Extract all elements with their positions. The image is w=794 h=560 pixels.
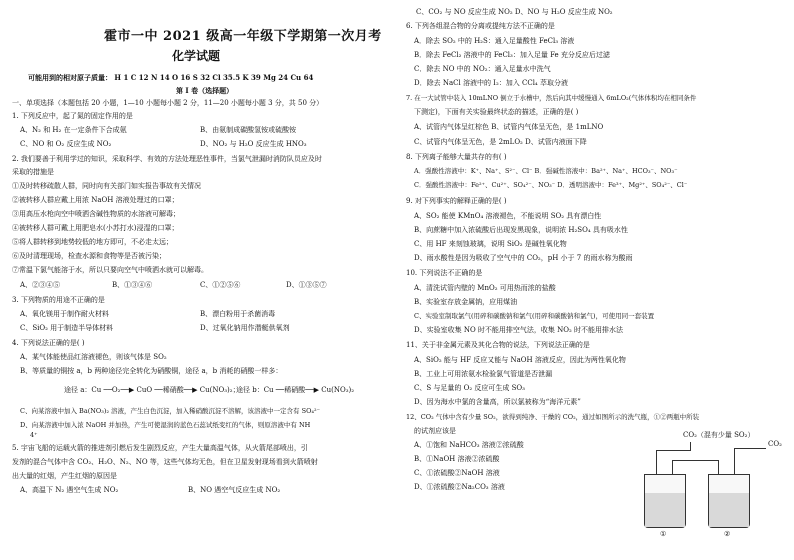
bottle-2-label: ②: [724, 530, 731, 538]
q7-option-cd: C、试管内气体呈无色，是 2mLO₂ D、试管内液面下降: [414, 138, 587, 146]
q4-option-c: C、向某溶液中加入 Ba(NO₃)₂ 溶液，产生白色沉淀，加入稀硝酸沉淀不溶解，该溶液中一定含有 SO₄²⁻: [20, 407, 321, 415]
q10-option-a: A、清洗试管内壁的 MnO₂ 可用热而浓的盐酸: [414, 284, 556, 292]
question-6: 6. 下列各组混合物的分离或提纯方法不正确的是: [406, 22, 555, 30]
q4-option-a: A、某气体能使品红溶液褪色，则该气体是 SO₂: [20, 353, 167, 361]
q10-option-b: B、实验室存放金属钠，应用煤油: [414, 298, 518, 306]
q2-item-4: ④被转移人群可戴上用肥皂水(小苏打水)浸湿的口罩；: [12, 224, 179, 232]
q2-item-5: ⑤将人群转移到地势较低的地方即可，不必走太远；: [12, 238, 173, 246]
q10-option-c: C、实验室制取氯气(用碎和碳酸钠和氯气(用碎和碳酸钠和氯气)，可使用同一套装置: [414, 312, 655, 320]
q11-option-d: D、因为海水中氯的含量高，所以氯被称为“海洋元素”: [414, 398, 581, 406]
q6-option-c: C．除去 NO 中的 NO₂：通入足量水中洗气: [414, 65, 551, 73]
question-8: 8. 下列离子能够大量共存的有( ): [406, 153, 507, 161]
q3-option-d: D、过氧化钠用作潜艇供氧剂: [200, 324, 290, 332]
q12-option-b: B、①NaOH 溶液②浓硫酸: [414, 455, 500, 463]
figure-input-label: CO₂（混有少量 SO₂）: [683, 431, 755, 439]
route-a: 途径 a：Cu ──O₂──▶ CuO ──稀硝酸──▶ Cu(NO₃)₂；: [64, 386, 240, 394]
question-11: 11、关于非金属元素及其化合物的说法，下列说法正确的是: [406, 341, 590, 349]
q2-item-1: ①及时转移疏散人群，同时向有关部门如实报告事故有关情况: [12, 182, 201, 190]
q2-option-a: A、②③④⑤: [20, 281, 61, 289]
q9-option-b: B、向蔗糖中加入浓硫酸后出现发黑现象，说明浓 H₂SO₄ 具有吸水性: [414, 226, 628, 234]
q6-option-b: B．除去 FeCl₂ 溶液中的 FeCl₃：加入足量 Fe 充分反应后过滤: [414, 51, 610, 59]
wash-bottle-figure: [628, 430, 788, 545]
q3-option-a: A、氧化镁用于制作耐火材料: [20, 310, 110, 318]
q2-item-6: ⑥及时清理现场，检查水源和食物等是否被污染；: [12, 252, 166, 260]
q1-option-d: D、NO₂ 与 H₂O 反应生成 HNO₃: [200, 140, 307, 148]
question-10: 10. 下列说法不正确的是: [406, 269, 483, 277]
q1-option-a: A、N₂ 和 H₂ 在一定条件下合成氨: [20, 126, 127, 134]
route-b: 途径 b：Cu ──稀硝酸──▶ Cu(NO₃)₂: [236, 386, 355, 394]
q4-option-b: B、等质量的铜按 a，b 两种途径完全转化为硝酸铜，途径 a，b 消耗的硝酸一样多：: [20, 367, 283, 375]
question-5: 5. 宇宙飞船的运载火箭的推进剂引燃后发生剧烈反应，产生大量高温气体，从火箭尾部喷出，引: [12, 444, 308, 452]
wash-bottle-2: [708, 474, 750, 528]
q1-option-b: B、由氨制成碳酸氢铵或硫酸铵: [200, 126, 297, 134]
question-1: 1. 下列反应中，起了氮的固定作用的是: [12, 112, 133, 120]
wash-bottle-1: [644, 474, 686, 528]
exam-title: 霍市一中 2021 级高一年级下学期第一次月考: [104, 29, 382, 44]
question-4: 4. 下列说法正确的是( ): [12, 339, 85, 347]
q2-item-2: ②被转移人群应戴上用浓 NaOH 溶液处理过的口罩；: [12, 196, 179, 204]
question-9: 9. 对下列事实的解释正确的是( ): [406, 197, 507, 205]
q9-option-a: A、SO₂ 能使 KMnO₄ 溶液褪色，不能说明 SO₂ 具有漂白性: [414, 212, 602, 220]
q8-option-cd: C．强酸性溶液中：Fe²⁺、Cu²⁺、SO₄²⁻、NO₃⁻ D．透明溶液中：Fe³⁺、Mg²⁺、SO₄²⁻、Cl⁻: [414, 181, 688, 189]
q12-option-a: A、①饱和 NaHCO₃ 溶液②浓硫酸: [414, 441, 524, 449]
exam-subtitle: 化学试题: [172, 49, 221, 63]
q4-option-d: D、向某溶液中加入浓 NaOH 并加热，产生可使湿润的蓝色石蕊试纸变红的气体，则原溶液中有 NH: [20, 421, 311, 429]
atomic-masses: 可能用到的相对原子质量： H 1 C 12 N 14 O 16 S 32 Cl 35.5 K 39 Mg 24 Cu 64: [28, 73, 314, 82]
question-5-cont1: 发剂的混合气体中含 CO₂、H₂O、N₂、NO 等，这些气体均无色，但在卫星发射现场看到火箭喷射: [12, 458, 318, 466]
q7-option-ab: A、试管内气体呈红棕色 B、试管内气体呈无色，是 1mLNO: [414, 123, 604, 131]
q11-option-c: C、S 与足量的 O₂ 反应可生成 SO₃: [414, 384, 525, 392]
question-12: 12、CO₂ 气体中含有少量 SO₂，欲得到纯净、干燥的 CO₂，通过如图所示的洗气瓶，①②两瓶中所装: [406, 413, 700, 421]
q11-option-b: B、工业上可用浓氨水检验氯气管道是否泄漏: [414, 370, 553, 378]
q10-option-d: D、实验室收集 NO 时不能用排空气法，收集 NO₂ 时不能用排水法: [414, 326, 624, 334]
q1-option-c: C、NO 和 O₂ 反应生成 NO₂: [20, 140, 112, 148]
q5-option-a: A、高温下 N₂ 遇空气生成 NO₂: [20, 486, 119, 494]
q2-option-b: B、①③④⑥: [112, 281, 153, 289]
section-heading: 第 I 卷（选择题）: [176, 86, 234, 95]
question-2-cont: 采取的措施是: [12, 168, 54, 176]
question-12-cont: 的试剂应该是: [414, 427, 456, 435]
question-5-cont2: 出大量的红烟，产生红烟的原因是: [12, 472, 117, 480]
q2-item-3: ③用高压水枪向空中喷洒含碱性物质的水溶液可解毒；: [12, 210, 180, 218]
q12-option-d: D、①浓硫酸②Na₂CO₃ 溶液: [414, 483, 505, 491]
q9-option-d: D、雨水酸性是因为吸收了空气中的 CO₂，pH 小于 7 的雨水称为酸雨: [414, 254, 633, 262]
question-2: 2. 我们要善于利用学过的知识，采取科学、有效的方法处理恶性事件，当氯气泄漏时消防队员应及时: [12, 155, 322, 163]
q5-option-b: B、NO 遇空气反应生成 NO₂: [188, 486, 281, 494]
q4-option-d-ion: 4⁺: [30, 431, 38, 439]
question-7: 7. 在一大试管中装入 10mLNO 倒立于水槽中，然后向其中缓慢通入 6mLO₂(气体体积均在相同条件: [406, 94, 697, 102]
question-3: 3. 下列物质的用途不正确的是: [12, 296, 105, 304]
instructions: 一、单项选择（本题包括 20 小题，1—10 小题每小题 2 分，11—20 小题每小题 3 分，共 50 分）: [12, 99, 324, 107]
q11-option-a: A、SiO₂ 能与 HF 反应又能与 NaOH 溶液反应，因此为两性氧化物: [414, 356, 626, 364]
q2-option-d: D、①③⑤⑦: [286, 281, 327, 289]
q8-option-ab: A．强酸性溶液中：K⁺、Na⁺、S²⁻、Cl⁻ B．强碱性溶液中：Ba²⁺、Na⁺、HCO₃⁻、NO₃⁻: [414, 167, 678, 175]
q6-option-a: A．除去 SO₂ 中的 H₂S：通入足量酸性 FeCl₃ 溶液: [414, 37, 575, 45]
q12-option-c: C、①浓硫酸②NaOH 溶液: [414, 469, 500, 477]
figure-output-label: CO₂: [768, 440, 782, 448]
question-7-cont: 下测定)，下面有关实验最终状态的描述，正确的是( ): [414, 108, 579, 116]
q3-option-c: C、SiO₂ 用于制造半导体材料: [20, 324, 114, 332]
bottle-1-label: ①: [660, 530, 667, 538]
q9-option-c: C、用 HF 来刻蚀玻璃，说明 SiO₂ 是碱性氧化物: [414, 240, 567, 248]
q3-option-b: B、漂白粉用于杀菌消毒: [200, 310, 276, 318]
q5-option-cd: C、CO₂ 与 NO 反应生成 NO₂ D、NO 与 H₂O 反应生成 NO₂: [416, 8, 613, 16]
q6-option-d: D．除去 NaCl 溶液中的 I₂：加入 CCl₄ 萃取分液: [414, 79, 568, 87]
q2-option-c: C、①②⑤⑥: [200, 281, 241, 289]
q2-item-7: ⑦常温下氯气能溶于水，所以只要向空气中喷洒水就可以解毒。: [12, 266, 208, 274]
